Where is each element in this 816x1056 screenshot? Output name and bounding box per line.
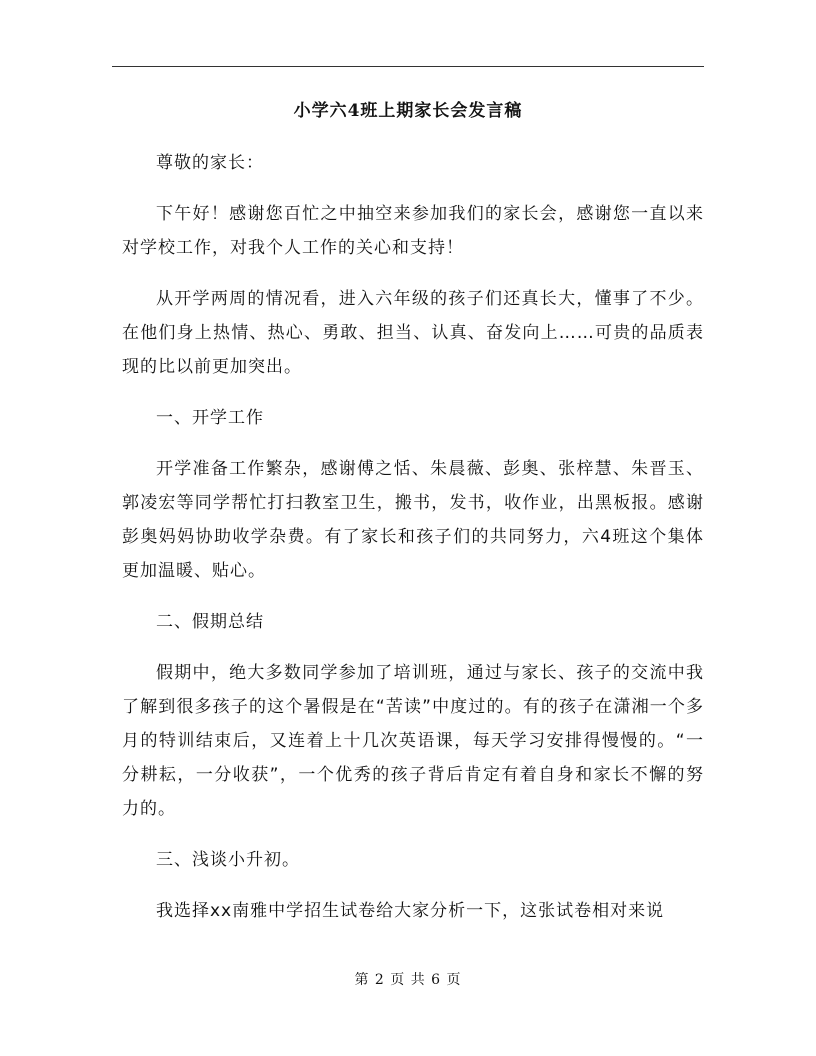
section-heading-2: 二、假期总结 bbox=[156, 612, 264, 632]
paragraph-section-1: 开学准备工作繁杂，感谢傅之恬、朱晨薇、彭奥、张梓慧、朱晋玉、郭凌宏等同学帮忙打扫教室卫生，搬书，发书，收作业，出黑板报。感谢彭奥妈妈协助收学杂费。有了家长和孩子们的共同努力，六4班这个集体更加温暖、贴心。 bbox=[122, 459, 704, 581]
section-heading-1: 一、开学工作 bbox=[156, 408, 264, 428]
paragraph-section-3: 我选择xx南雅中学招生试卷给大家分析一下，这张试卷相对来说 bbox=[156, 901, 665, 921]
salutation: 尊敬的家长： bbox=[156, 153, 264, 173]
paragraph-intro: 从开学两周的情况看，进入六年级的孩子们还真长大，懂事了不少。在他们身上热情、热心、勇敢、担当、认真、奋发向上……可贵的品质表现的比以前更加突出。 bbox=[122, 289, 704, 377]
header-rule bbox=[112, 66, 704, 67]
page-title: 小学六4班上期家长会发言稿 bbox=[293, 101, 523, 121]
paragraph-greeting: 下午好！感谢您百忙之中抽空来参加我们的家长会，感谢您一直以来对学校工作，对我个人工作的关心和支持！ bbox=[122, 204, 704, 258]
document-body bbox=[122, 146, 704, 945]
page-number: 第 2 页 共 6 页 bbox=[354, 972, 462, 988]
section-heading-3: 三、浅谈小升初。 bbox=[156, 850, 300, 870]
paragraph-section-2: 假期中，绝大多数同学参加了培训班，通过与家长、孩子的交流中我了解到很多孩子的这个暑假是在“苦读”中度过的。有的孩子在潇湘一个多月的特训结束后，又连着上十几次英语课，每天学习安排得慢慢的。“一分耕耘，一分收获”，一个优秀的孩子背后肯定有着自身和家长不懈的努力的。 bbox=[122, 663, 704, 819]
